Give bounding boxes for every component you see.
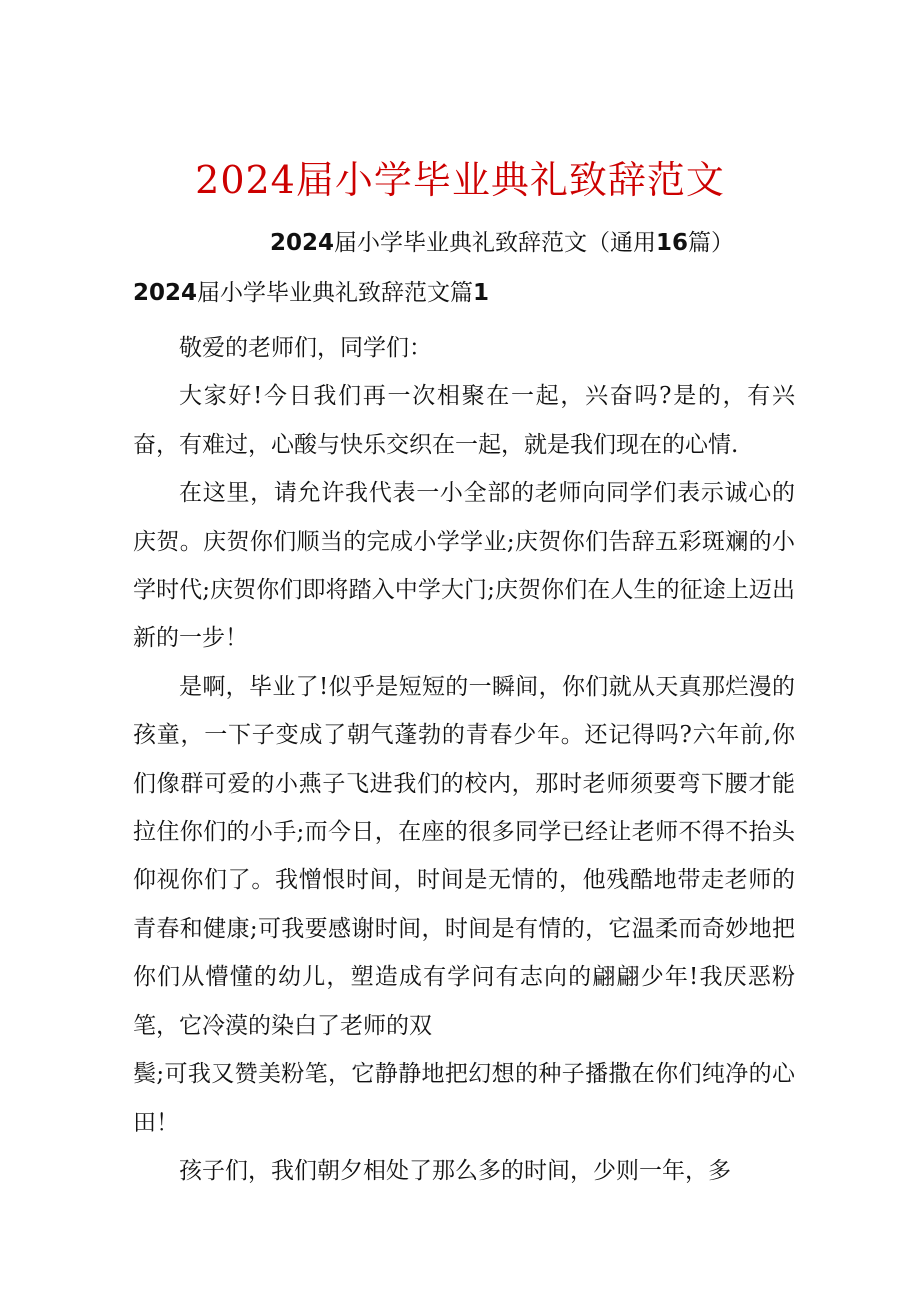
- subtitle-text-b: 篇）: [688, 230, 735, 256]
- subtitle-count: 16: [656, 230, 689, 256]
- subtitle-text-a: 届小学毕业典礼致辞范文（通用: [334, 230, 657, 256]
- section-heading-number: 1: [473, 280, 490, 306]
- paragraph-children: 孩子们，我们朝夕相处了那么多的时间，少则一年，多: [179, 1157, 731, 1184]
- paragraph-graduation: 是啊，毕业了!似乎是短短的一瞬间，你们就从天真那烂漫的孩童，一下子变成了朝气蓬勃的青春少年。还记得吗?六年前,你们像群可爱的小燕子飞进我们的校内，那时老师须要弯下腰才能拉住你们的小手;而今日，在座的很多同学已经让老师不得不抬头仰视你们了。我憎恨时间，时间是无情的，他残酷地带走老师的青春和健康;可我要感谢时间，时间是有情的，它温柔而奇妙地把你们从懵懂的幼儿，塑造成有学问有志向的翩翩少年!我厌恶粉笔，它冷漠的染白了老师的双: [133, 673, 795, 1039]
- subtitle-year: 2024: [270, 230, 335, 256]
- paragraph-congratulations: 在这里，请允许我代表一小全部的老师向同学们表示诚心的庆贺。庆贺你们顺当的完成小学学业;庆贺你们告辞五彩斑斓的小学时代;庆贺你们即将踏入中学大门;庆贺你们在人生的征途上迈出新的一步！: [133, 480, 795, 652]
- paragraph-greeting: 大家好!今日我们再一次相聚在一起，兴奋吗?是的，有兴奋，有难过，心酸与快乐交织在一起，就是我们现在的心情.: [133, 383, 795, 458]
- document-title: 2024届小学毕业典礼致辞范文: [195, 158, 725, 202]
- paragraph-salutation: 敬爱的老师们，同学们：: [179, 335, 432, 361]
- section-heading: [133, 276, 489, 310]
- document-subtitle: [270, 226, 734, 260]
- section-heading-text: 届小学毕业典礼致辞范文篇: [197, 280, 474, 306]
- section-heading-year: 2024: [133, 280, 198, 306]
- document-body: [133, 324, 795, 1195]
- paragraph-graduation-continued: 鬓;可我又赞美粉笔，它静静地把幻想的种子播撒在你们纯净的心田！: [133, 1061, 795, 1136]
